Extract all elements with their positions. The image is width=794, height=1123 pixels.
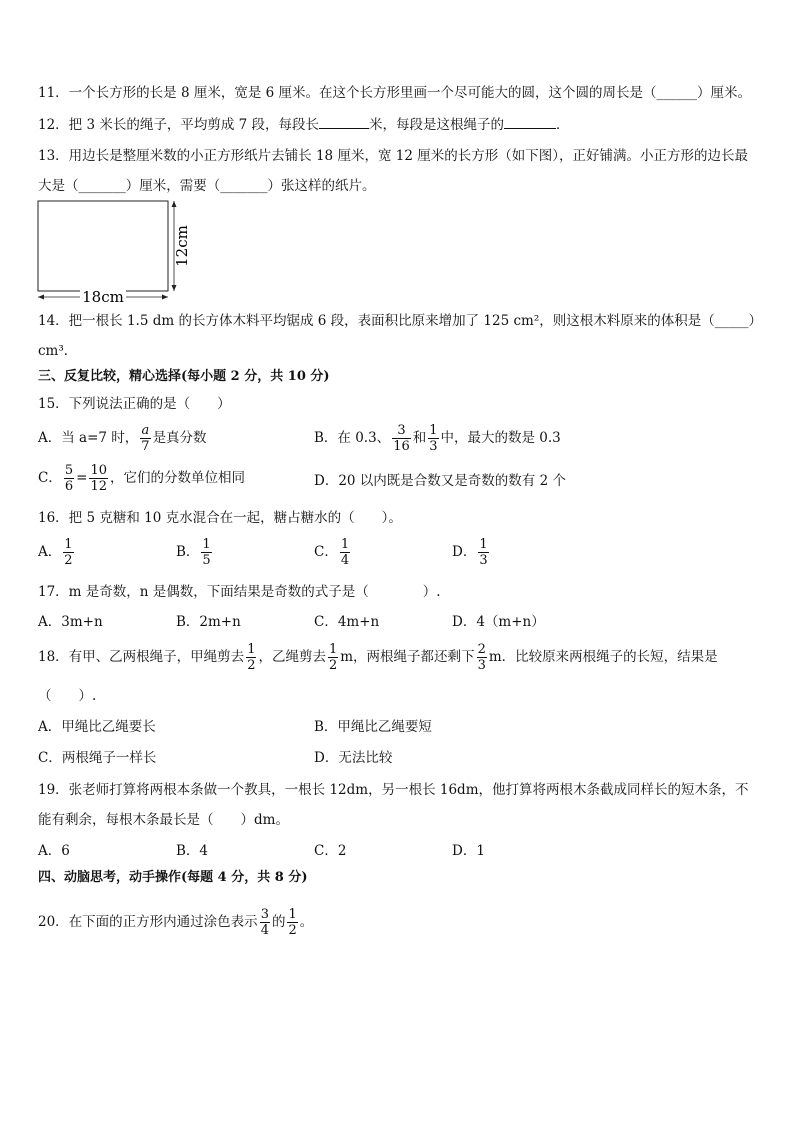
question-19-line2: 能有剩余，每根木条最长是（ ）dm。 [38, 812, 289, 828]
section-3-heading: 三、反复比较，精心选择(每小题 2 分，共 10 分) [38, 369, 330, 384]
option-15-b[interactable]: B．在 0.3、 $\frac{3}{16}$ 和 $\frac{1}{3}$ 中，最大的数是 0.3 [314, 423, 561, 454]
arrow-down-icon [172, 285, 177, 291]
question-13-line2: 大是（_______）厘米，需要（_______）张这样的纸片。 [38, 178, 376, 194]
answer-blank[interactable] [319, 116, 369, 129]
answer-blank[interactable]: _______ [220, 178, 268, 194]
question-18-line2: （ ）. [38, 688, 97, 704]
option-16-d[interactable]: D． $\frac{1}{3}$ [452, 537, 488, 568]
option-18-c[interactable]: C．两根绳子一样长 [38, 750, 157, 766]
arrow-up-icon [172, 201, 177, 207]
rectangle-figure [34, 198, 194, 304]
option-17-c[interactable]: C．4m+n [314, 614, 380, 630]
option-18-b[interactable]: B．甲绳比乙绳要短 [314, 719, 432, 735]
fraction: $\frac{1}{2}$ [64, 537, 73, 568]
fraction: $\frac{2}{3}$ [477, 642, 486, 673]
question-16-stem: 16．把 5 克糖和 10 克水混合在一起，糖占糖水的（ ）。 [38, 510, 402, 526]
fraction: $\frac{3}{4}$ [260, 907, 269, 938]
answer-blank[interactable]: ______ [656, 85, 698, 101]
fraction: $\frac{5}{6}$ [64, 463, 74, 494]
question-14-line1: 14．把一根长 1.5 dm 的长方体木料平均锯成 6 段，表面积比原来增加了 125 cm²，则这根木料原来的体积是（_____） [38, 313, 763, 329]
answer-blank[interactable]: _______ [78, 178, 126, 194]
question-18-stem: 18．有甲、乙两根绳子，甲绳剪去 $\frac{1}{2}$ ，乙绳剪去 $\frac{1}{2}$ m，两根绳子都还剩下 $\frac{2}{3}$ m．比较原来两根绳子的长短，结果是 [38, 642, 718, 673]
option-18-d[interactable]: D．无法比较 [314, 750, 393, 766]
question-12: 12．把 3 米长的绳子，平均剪成 7 段，每段长 米，每段是这根绳子的 ． [38, 117, 570, 133]
answer-blank[interactable]: _____ [714, 313, 749, 329]
option-15-d[interactable]: D．20 以内既是合数又是奇数的数有 2 个 [314, 473, 566, 489]
answer-blank[interactable] [504, 116, 556, 129]
height-label: 12cm [173, 225, 191, 267]
fraction: $\frac{1}{4}$ [340, 537, 350, 568]
option-17-d[interactable]: D．4（m+n） [452, 614, 545, 630]
fraction: $\frac{1}{2}$ [328, 642, 338, 673]
question-19-line1: 19．张老师打算将两根本条做一个教具，一根长 12dm，另一根长 16dm，他打算将两根木条截成同样长的短木条，不 [38, 782, 749, 798]
question-17-stem: 17．m 是奇数，n 是偶数，下面结果是奇数的式子是（ ）. [38, 584, 441, 600]
option-19-d[interactable]: D．1 [452, 843, 485, 859]
question-20: 20．在下面的正方形内通过涂色表示 $\frac{3}{4}$ 的 $\frac{1}{2}$ 。 [38, 907, 314, 938]
section-4-heading: 四、动脑思考，动手操作(每题 4 分，共 8 分) [38, 870, 308, 885]
option-19-a[interactable]: A．6 [38, 843, 70, 859]
option-15-a[interactable]: A．当 a=7 时， $\frac{a}{7}$ 是真分数 [38, 423, 207, 454]
question-15-stem: 15．下列说法正确的是（ ） [38, 396, 231, 412]
arrow-right-icon [162, 295, 168, 300]
option-19-b[interactable]: B．4 [176, 843, 209, 859]
option-16-a[interactable]: A． $\frac{1}{2}$ [38, 537, 73, 568]
option-19-c[interactable]: C．2 [314, 843, 347, 859]
fraction: $\frac{1}{3}$ [479, 537, 488, 568]
fraction: $\frac{1}{5}$ [202, 537, 211, 568]
option-17-a[interactable]: A．3m+n [38, 614, 103, 630]
fraction: $\frac{3}{16}$ [393, 423, 410, 454]
option-15-c[interactable]: C． $\frac{5}{6}$ = $\frac{10}{12}$ ，它们的分数单位相同 [38, 463, 245, 494]
question-13-line1: 13．用边长是整厘米数的小正方形纸片去铺长 18 厘米，宽 12 厘米的长方形（如下图），正好铺满。小正方形的边长最 [38, 148, 748, 164]
fraction: $\frac{1}{2}$ [247, 642, 256, 673]
option-16-b[interactable]: B． $\frac{1}{5}$ [176, 537, 211, 568]
question-11: 11．一个长方形的长是 8 厘米，宽是 6 厘米。在这个长方形里画一个尽可能大的圆，这个圆的周长是（______）厘米。 [38, 85, 752, 101]
option-17-b[interactable]: B．2m+n [176, 614, 241, 630]
fraction: $\frac{1}{2}$ [288, 907, 297, 938]
arrow-left-icon [38, 295, 44, 300]
fraction: $\frac{10}{12}$ [90, 463, 107, 494]
option-18-a[interactable]: A．甲绳比乙绳要长 [38, 719, 156, 735]
fraction: $\frac{1}{3}$ [429, 423, 438, 454]
option-16-c[interactable]: C． $\frac{1}{4}$ [314, 537, 350, 568]
fraction: $\frac{a}{7}$ [141, 423, 150, 454]
rectangle-shape [38, 201, 168, 291]
width-label: 18cm [82, 288, 124, 304]
question-14-line2: cm³． [38, 343, 78, 359]
